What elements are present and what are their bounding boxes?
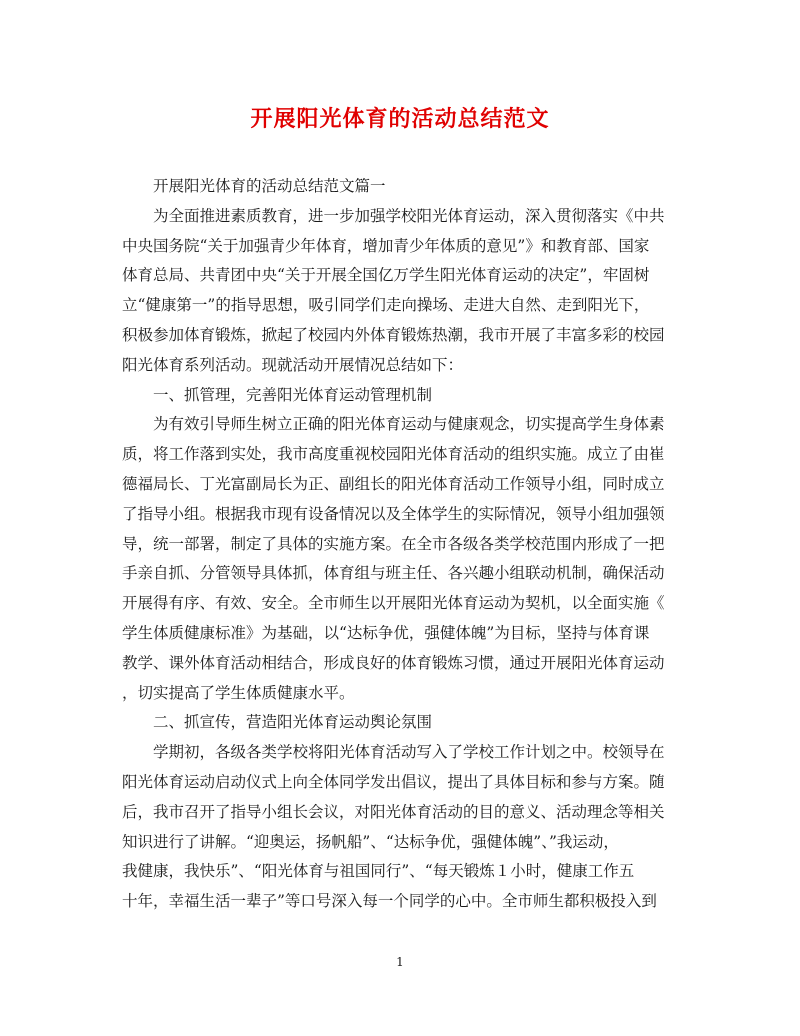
text-line: 为全面推进素质教育，进一步加强学校阳光体育运动，深入贯彻落实《中共 — [153, 206, 665, 225]
page-number: 1 — [396, 955, 404, 969]
text-line: 开展阳光体育的活动总结范文篇一 — [153, 177, 386, 195]
text-line: 为有效引导师生树立正确的阳光体育运动与健康观念，切实提高学生身体素 — [153, 415, 665, 434]
text-line: 阳光体育系列活动。现就活动开展情况总结如下： — [122, 355, 464, 374]
text-line: 十年，幸福生活一辈子”等口号深入每一个同学的心中。全市师生都积极投入到 — [122, 892, 657, 911]
text-line: 后，我市召开了指导小组长会议，对阳光体育活动的目的意义、活动理念等相关 — [122, 802, 665, 821]
document-title: 开展阳光体育的活动总结范文 — [250, 106, 550, 132]
text-line: 手亲自抓、分管领导具体抓，体育组与班主任、各兴趣小组联动机制，确保活动 — [122, 564, 665, 583]
text-line: 一、抓管理，完善阳光体育运动管理机制 — [153, 385, 433, 404]
text-line: 学生体质健康标准》为基础，以“达标争优，强健体魄”为目标，坚持与体育课 — [122, 623, 650, 642]
text-line: 教学、课外体育活动相结合，形成良好的体育锻炼习惯，通过开展阳光体育运动 — [122, 653, 665, 672]
text-line: 质，将工作落到实处，我市高度重视校园阳光体育活动的组织实施。成立了由崔 — [122, 445, 665, 464]
text-line: 积极参加体育锻炼，掀起了校园内外体育锻炼热潮，我市开展了丰富多彩的校园 — [122, 325, 665, 344]
text-line: 知识进行了讲解。“迎奥运，扬帆船”、“达标争优，强健体魄”、”我运动， — [122, 832, 619, 851]
text-line: 导，统一部署，制定了具体的实施方案。在全市各级各类学校范围内形成了一把 — [122, 534, 665, 553]
text-line: 我健康，我快乐”、“阳光体育与祖国同行”、“每天锻炼１小时，健康工作五 — [122, 862, 635, 881]
text-line: 开展得有序、有效、安全。全市师生以开展阳光体育运动为契机，以全面实施《 — [122, 594, 665, 613]
text-line: 学期初，各级各类学校将阳光体育活动写入了学校工作计划之中。校领导在 — [153, 743, 665, 762]
document-body — [122, 172, 666, 917]
text-line: 体育总局、共青团中央“关于开展全国亿万学生阳光体育运动的决定”，牢固树 — [122, 266, 650, 285]
text-line: 中央国务院“关于加强青少年体育，增加青少年体质的意见”》和教育部、国家 — [122, 236, 650, 255]
text-line: ，切实提高了学生体质健康水平。 — [122, 683, 355, 702]
text-line: 二、抓宣传，营造阳光体育运动舆论氛围 — [153, 713, 433, 732]
text-line: 阳光体育运动启动仪式上向全体同学发出倡议，提出了具体目标和参与方案。随 — [122, 772, 665, 791]
text-line: 德福局长、丁光富副局长为正、副组长的阳光体育活动工作领导小组，同时成立 — [122, 474, 665, 493]
text-line: 了指导小组。根据我市现有设备情况以及全体学生的实际情况，领导小组加强领 — [122, 504, 665, 523]
text-line: 立“健康第一”的指导思想，吸引同学们走向操场、走进大自然、走到阳光下， — [122, 296, 650, 315]
